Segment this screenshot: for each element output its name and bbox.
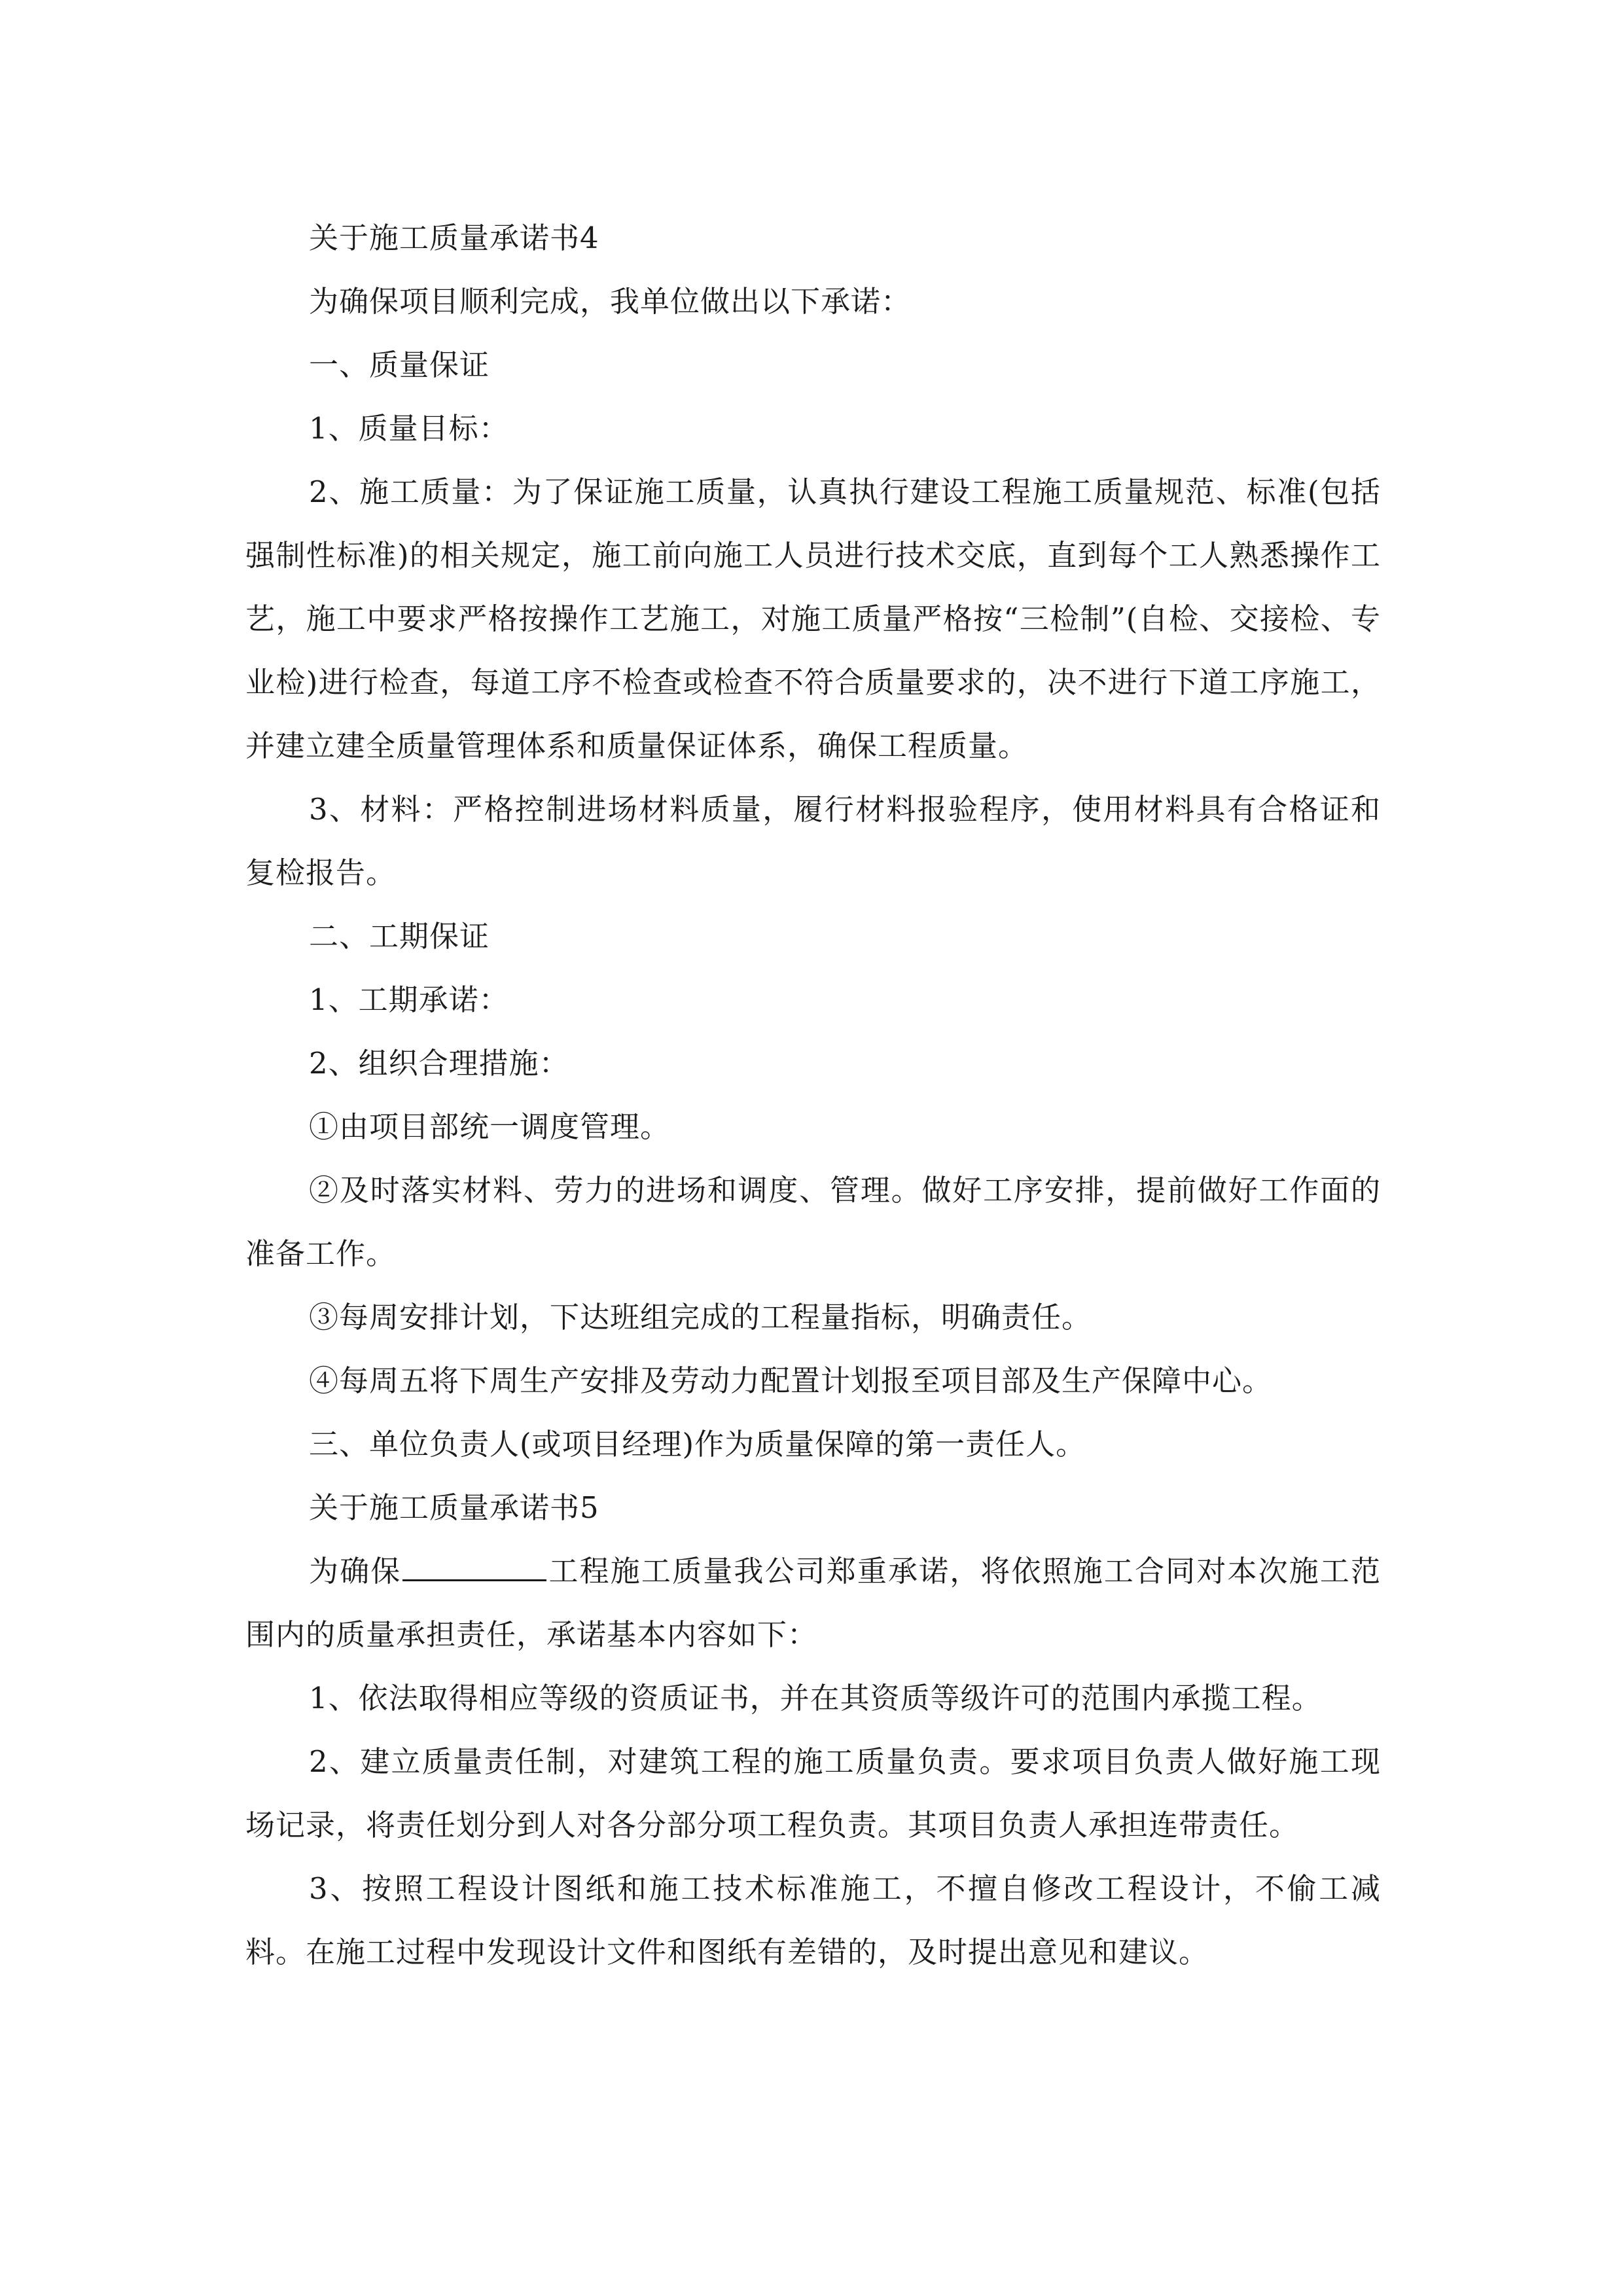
measure-item-1: ①由项目部统一调度管理。 [309, 1109, 671, 1144]
quality-assurance-heading: 一、质量保证 [309, 348, 490, 382]
commitment-item-1: 1、依法取得相应等级的资质证书，并在其资质等级许可的范围内承揽工程。 [309, 1681, 1322, 1715]
intro-paragraph-5 [245, 1539, 1381, 1666]
intro-paragraph-4: 为确保项目顺利完成，我单位做出以下承诺： [309, 284, 912, 319]
schedule-assurance-heading: 二、工期保证 [309, 919, 490, 954]
intro5-text-before: 为确保 [309, 1554, 402, 1588]
measure-item-3: ③每周安排计划，下达班组完成的工程量指标，明确责任。 [309, 1300, 1092, 1335]
document-body [245, 206, 1381, 1984]
measure-item-4: ④每周五将下周生产安排及劳动力配置计划报至项目部及生产保障中心。 [309, 1363, 1273, 1398]
section-title-4: 关于施工质量承诺书4 [309, 221, 599, 255]
responsible-person-heading: 三、单位负责人(或项目经理)作为质量保障的第一责任人。 [309, 1427, 1086, 1462]
commitment-item-3: 3、按照工程设计图纸和施工技术标准施工，不擅自修改工程设计，不偷工减料。在施工过程中发现设计文件和图纸有差错的，及时提出意见和建议。 [245, 1871, 1381, 1969]
materials-paragraph: 3、材料：严格控制进场材料质量，履行材料报验程序，使用材料具有合格证和复检报告。 [245, 792, 1381, 890]
construction-quality-paragraph: 2、施工质量：为了保证施工质量，认真执行建设工程施工质量规范、标准(包括强制性标准)的相关规定，施工前向施工人员进行技术交底，直到每个工人熟悉操作工艺，施工中要求严格按操作工艺施工，对施工质量严格按“三检制”(自检、交接检、专业检)进行检查，每道工序不检查或检查不符合质量要求的，决不进行下道工序施工，并建立建全质量管理体系和质量保证体系，确保工程质量。 [245, 475, 1381, 763]
organization-measures-item: 2、组织合理措施： [309, 1046, 569, 1081]
measure-item-2: ②及时落实材料、劳力的进场和调度、管理。做好工序安排，提前做好工作面的准备工作。 [245, 1173, 1381, 1271]
project-name-blank [402, 1573, 546, 1581]
schedule-commitment-item: 1、工期承诺： [309, 982, 509, 1017]
section-title-5: 关于施工质量承诺书5 [309, 1490, 599, 1525]
intro5-text-after: 工程施工质量我公司郑重承诺，将依照施工合同对本次施工范围内的质量承担责任，承诺基本内容如下： [245, 1554, 1381, 1652]
quality-target-item: 1、质量目标： [309, 411, 509, 446]
commitment-item-2: 2、建立质量责任制，对建筑工程的施工质量负责。要求项目负责人做好施工现场记录，将责任划分到人对各分部分项工程负责。其项目负责人承担连带责任。 [245, 1744, 1381, 1842]
